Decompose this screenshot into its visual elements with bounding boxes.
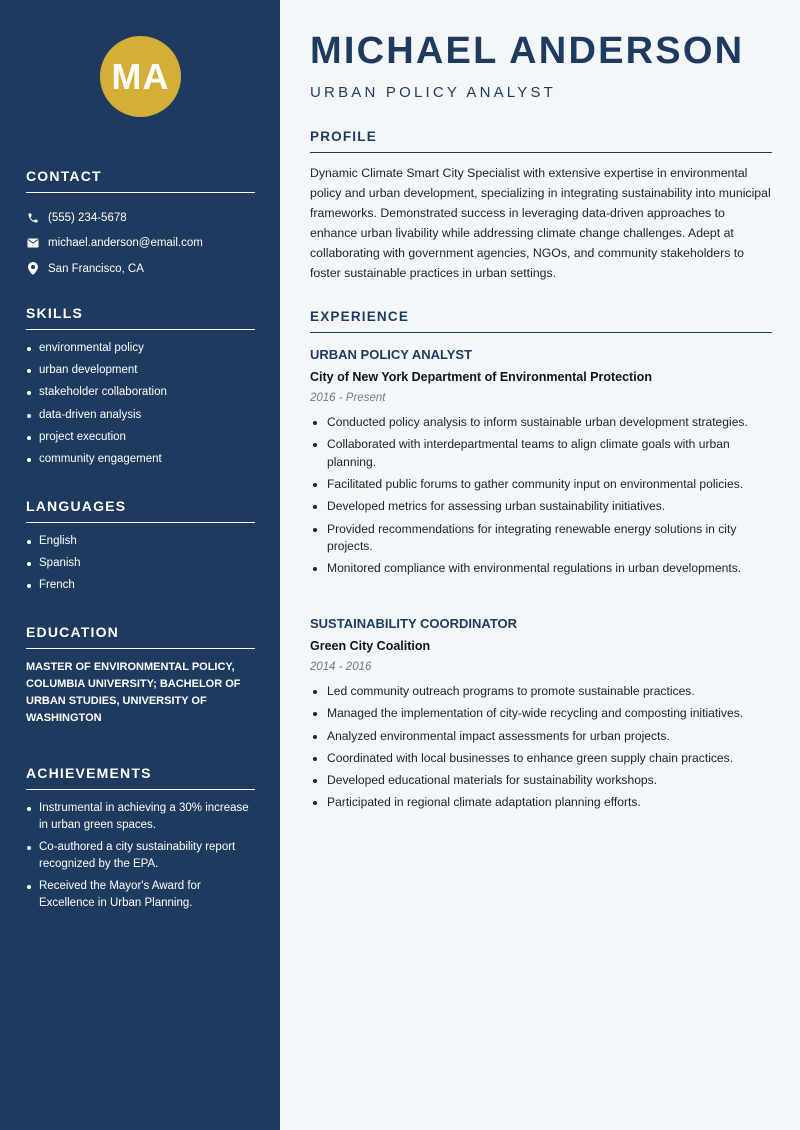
education-text: MASTER OF ENVIRONMENTAL POLICY, COLUMBIA UNIVERSITY; BACHELOR OF URBAN STUDIES, UNIVERSITY OF WASHINGTON xyxy=(26,661,241,724)
job-bullets xyxy=(310,683,772,812)
avatar-initials: MA xyxy=(100,36,181,117)
job-title: URBAN POLICY ANALYST xyxy=(310,347,473,362)
job-bullet: Conducted policy analysis to inform sustainable urban development strategies. xyxy=(310,414,772,432)
education-section xyxy=(26,624,255,727)
job-organization: Green City Coalition xyxy=(310,639,431,653)
language-item: French xyxy=(26,577,255,594)
job-title: SUSTAINABILITY COORDINATOR xyxy=(310,616,518,631)
contact-list xyxy=(26,205,255,282)
phone-icon xyxy=(26,211,40,225)
email-text: michael.anderson@email.com xyxy=(48,237,203,250)
education-heading: EDUCATION xyxy=(26,624,255,649)
contact-location xyxy=(26,256,255,282)
languages-list xyxy=(26,533,255,594)
job-entry xyxy=(310,615,772,817)
email-icon xyxy=(26,236,40,250)
languages-heading: LANGUAGES xyxy=(26,498,255,523)
location-pin-icon xyxy=(26,262,40,276)
job-bullet: Monitored compliance with environmental regulations in urban developments. xyxy=(310,560,772,578)
job-entry xyxy=(310,346,772,583)
achievements-heading: ACHIEVEMENTS xyxy=(26,765,255,790)
candidate-name: MICHAEL ANDERSON xyxy=(310,30,745,72)
contact-phone xyxy=(26,205,255,231)
job-bullet: Participated in regional climate adaptation planning efforts. xyxy=(310,794,772,812)
job-organization: City of New York Department of Environmental Protection xyxy=(310,370,652,384)
achievement-item: Instrumental in achieving a 30% increase in urban green spaces. xyxy=(26,800,255,834)
profile-heading: PROFILE xyxy=(310,129,772,153)
job-bullet: Facilitated public forums to gather community input on environmental policies. xyxy=(310,476,772,494)
job-bullet: Developed metrics for assessing urban sustainability initiatives. xyxy=(310,498,772,516)
job-bullet: Developed educational materials for sustainability workshops. xyxy=(310,772,772,790)
language-item: English xyxy=(26,533,255,550)
skill-item: community engagement xyxy=(26,451,255,468)
profile-text: Dynamic Climate Smart City Specialist with extensive expertise in environmental policy and urban development, specializing in integrating sustainability into municipal frameworks. Demonstrated success in leveraging data-driven approaches to enhance urban livability while addressing climate change challenges. Adept at collaborating with government agencies, NGOs, and community stakeholders to foster sustainable practices in urban settings. xyxy=(310,166,771,280)
job-bullet: Led community outreach programs to promote sustainable practices. xyxy=(310,683,772,701)
skill-item: stakeholder collaboration xyxy=(26,384,255,401)
contact-email xyxy=(26,231,255,257)
location-text: San Francisco, CA xyxy=(48,262,144,275)
job-bullets xyxy=(310,414,772,578)
skill-item: project execution xyxy=(26,429,255,446)
job-dates: 2014 - 2016 xyxy=(310,661,372,673)
experience-heading: EXPERIENCE xyxy=(310,309,772,333)
achievement-item: Received the Mayor's Award for Excellence in Urban Planning. xyxy=(26,878,255,912)
job-bullet: Provided recommendations for integrating renewable energy solutions in city projects. xyxy=(310,521,772,556)
skill-item: environmental policy xyxy=(26,340,255,357)
achievement-item: Co-authored a city sustainability report recognized by the EPA. xyxy=(26,839,255,873)
contact-heading: CONTACT xyxy=(26,168,255,193)
job-bullet: Coordinated with local businesses to enhance green supply chain practices. xyxy=(310,750,772,768)
job-bullet: Managed the implementation of city-wide recycling and composting initiatives. xyxy=(310,705,772,723)
job-bullet: Collaborated with interdepartmental teams to align climate goals with urban planning. xyxy=(310,436,772,471)
language-item: Spanish xyxy=(26,555,255,572)
sidebar xyxy=(0,0,280,1130)
skills-list xyxy=(26,340,255,468)
skills-section xyxy=(26,305,255,473)
candidate-title: URBAN POLICY ANALYST xyxy=(310,84,557,101)
skills-heading: SKILLS xyxy=(26,305,255,330)
skill-item: urban development xyxy=(26,362,255,379)
skill-item: data-driven analysis xyxy=(26,407,255,424)
phone-text: (555) 234-5678 xyxy=(48,211,127,224)
achievements-section xyxy=(26,765,255,918)
job-dates: 2016 - Present xyxy=(310,392,386,404)
languages-section xyxy=(26,498,255,600)
contact-section xyxy=(26,168,255,282)
job-bullet: Analyzed environmental impact assessments for urban projects. xyxy=(310,728,772,746)
achievements-list xyxy=(26,800,255,912)
